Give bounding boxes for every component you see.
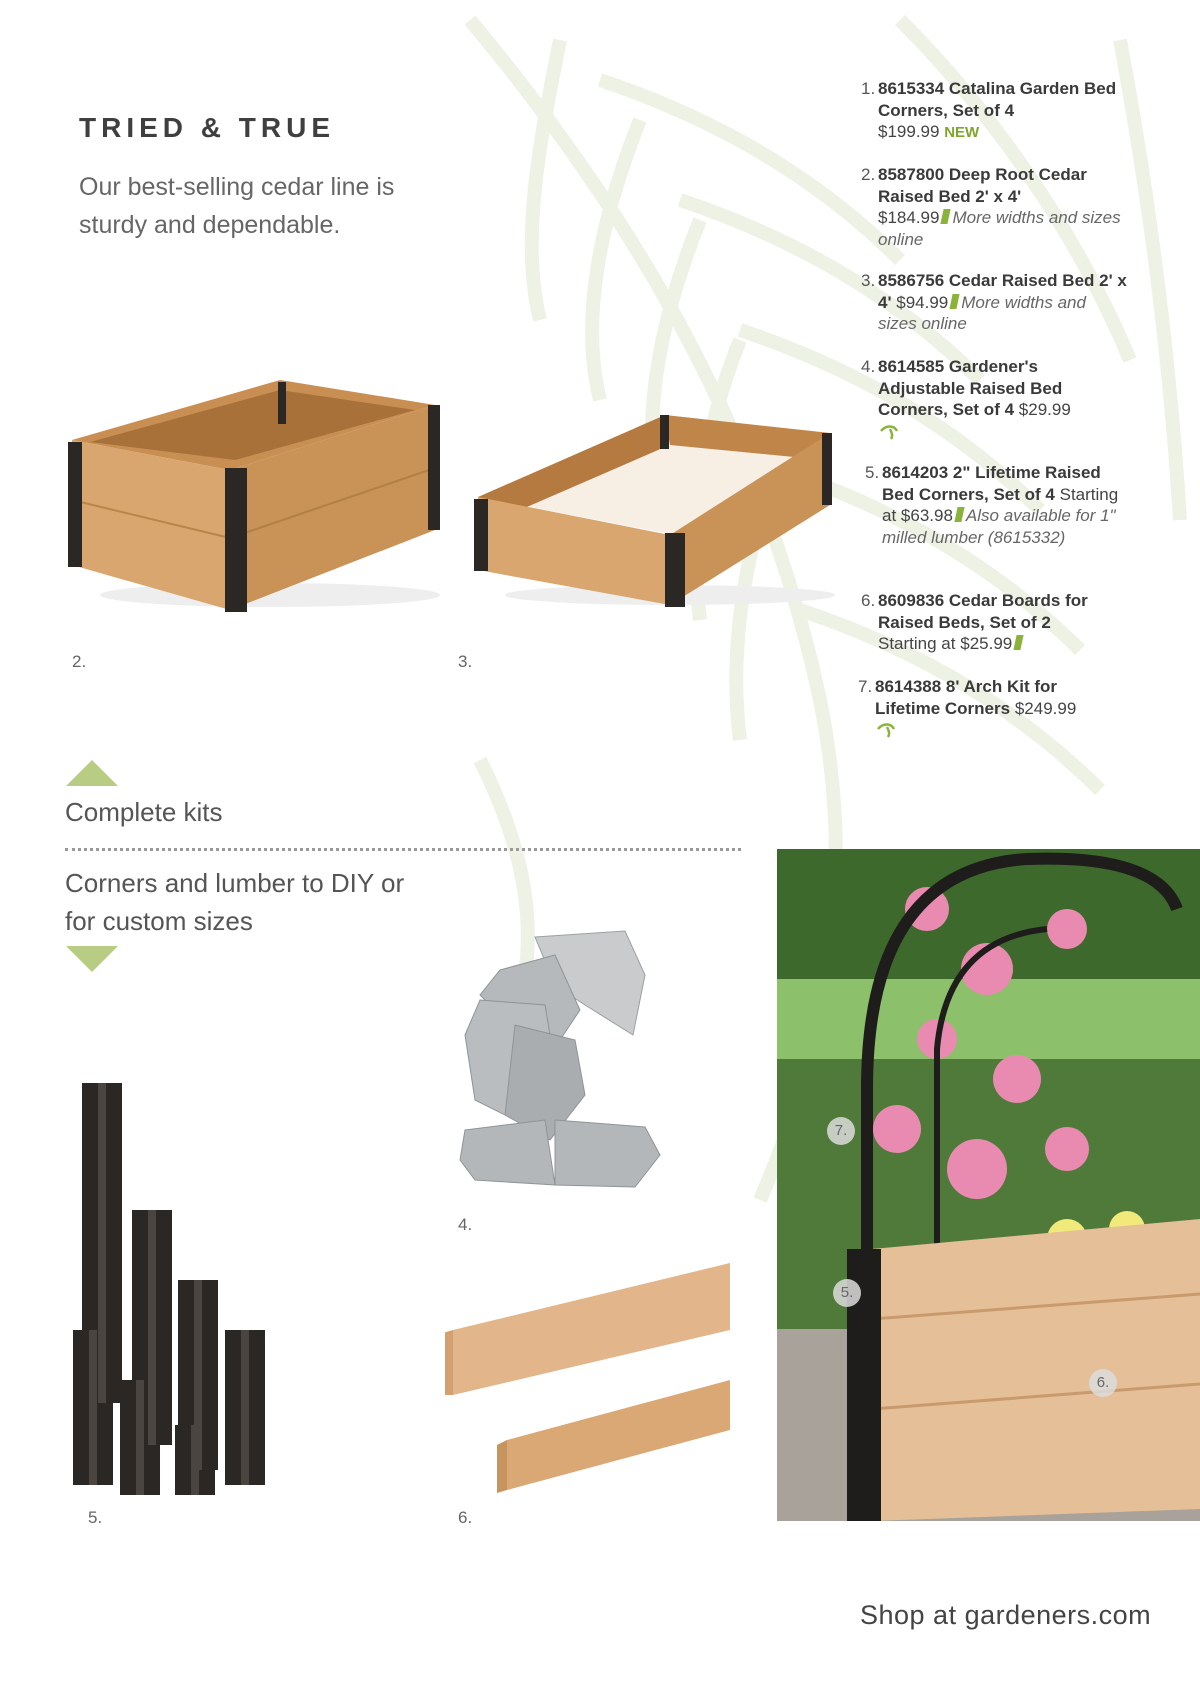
product-note: More widths and sizes online bbox=[878, 208, 1121, 249]
down-arrow-icon bbox=[66, 946, 118, 972]
section-heading: TRIED & TRUE bbox=[79, 112, 335, 143]
product-name: 8615334 Catalina Garden Bed Corners, Set of 4 bbox=[878, 79, 1117, 120]
product-price: $25.99 bbox=[960, 634, 1013, 653]
dotted-divider bbox=[65, 848, 741, 851]
product-price: $184.99 bbox=[878, 208, 940, 227]
garden-photo bbox=[777, 849, 1200, 1521]
photo-marker-6: 6. bbox=[1089, 1369, 1117, 1397]
product-price: $63.98 bbox=[900, 506, 953, 525]
section-subheading: Our best-selling cedar line is sturdy and dependable. bbox=[79, 173, 395, 239]
product-name: 8614388 8' Arch Kit for Lifetime Corners bbox=[875, 677, 1057, 718]
product-price: $249.99 bbox=[1014, 698, 1077, 718]
made-in-usa-icon bbox=[878, 423, 900, 441]
corner-brackets-image bbox=[455, 925, 675, 1195]
made-in-usa-icon bbox=[875, 721, 897, 739]
product-name: 8587800 Deep Root Cedar Raised Bed 2' x 4' bbox=[878, 165, 1087, 206]
image-label-5: 5. bbox=[88, 1508, 103, 1527]
tag-icon bbox=[941, 209, 951, 224]
up-arrow-icon bbox=[66, 760, 118, 786]
product-number: 2. bbox=[861, 165, 876, 184]
garden-arch-scene bbox=[777, 849, 1200, 1521]
product-item-4 bbox=[861, 356, 1128, 441]
product-price-prefix: Starting at bbox=[878, 634, 956, 653]
product-item-1 bbox=[861, 78, 1128, 144]
product-note: Also available for 1" milled lumber (8615332) bbox=[882, 506, 1116, 547]
lifetime-corner-posts-image bbox=[70, 1075, 280, 1495]
tag-icon bbox=[954, 507, 964, 522]
image-label-4: 4. bbox=[458, 1215, 473, 1234]
product-note: More widths and sizes online bbox=[878, 292, 1086, 333]
product-name: 8614203 2" Lifetime Raised Bed Corners, Set of 4 bbox=[882, 463, 1101, 504]
photo-marker-7: 7. bbox=[827, 1117, 855, 1145]
deep-raised-bed-image bbox=[60, 370, 450, 620]
product-item-3 bbox=[861, 270, 1128, 335]
tag-icon bbox=[950, 294, 960, 309]
product-name: 8609836 Cedar Boards for Raised Beds, Set of 2 bbox=[878, 591, 1088, 632]
image-label-6: 6. bbox=[458, 1508, 473, 1527]
new-badge: NEW bbox=[944, 124, 980, 141]
image-label-3: 3. bbox=[458, 652, 473, 671]
product-number: 7. bbox=[858, 677, 873, 696]
product-item-5 bbox=[865, 462, 1132, 548]
product-number: 6. bbox=[861, 591, 876, 610]
product-item-6 bbox=[861, 590, 1128, 655]
product-item-2 bbox=[861, 164, 1128, 250]
cedar-boards-image bbox=[445, 1255, 735, 1500]
product-name: 8586756 Cedar Raised Bed 2' x 4' bbox=[878, 271, 1127, 312]
product-number: 5. bbox=[865, 463, 880, 482]
footer-shop-link[interactable]: Shop at gardeners.com bbox=[860, 1600, 1152, 1630]
product-number: 4. bbox=[861, 357, 876, 376]
product-name: 8614585 Gardener's Adjustable Raised Bed Corners, Set of 4 bbox=[878, 357, 1063, 419]
kits-title: Complete kits bbox=[65, 797, 223, 827]
shallow-raised-bed-image bbox=[470, 405, 840, 615]
product-price-prefix: Starting at bbox=[882, 484, 1119, 525]
product-number: 3. bbox=[861, 271, 876, 290]
tag-icon bbox=[1014, 635, 1024, 650]
product-price: $94.99 bbox=[896, 292, 949, 312]
diy-text: Corners and lumber to DIY or for custom sizes bbox=[65, 868, 405, 936]
product-price: $199.99 bbox=[878, 122, 940, 141]
product-price: $29.99 bbox=[1018, 400, 1071, 419]
image-label-2: 2. bbox=[72, 652, 87, 671]
photo-marker-5: 5. bbox=[833, 1279, 861, 1307]
product-number: 1. bbox=[861, 79, 876, 98]
product-item-7 bbox=[858, 676, 1125, 739]
